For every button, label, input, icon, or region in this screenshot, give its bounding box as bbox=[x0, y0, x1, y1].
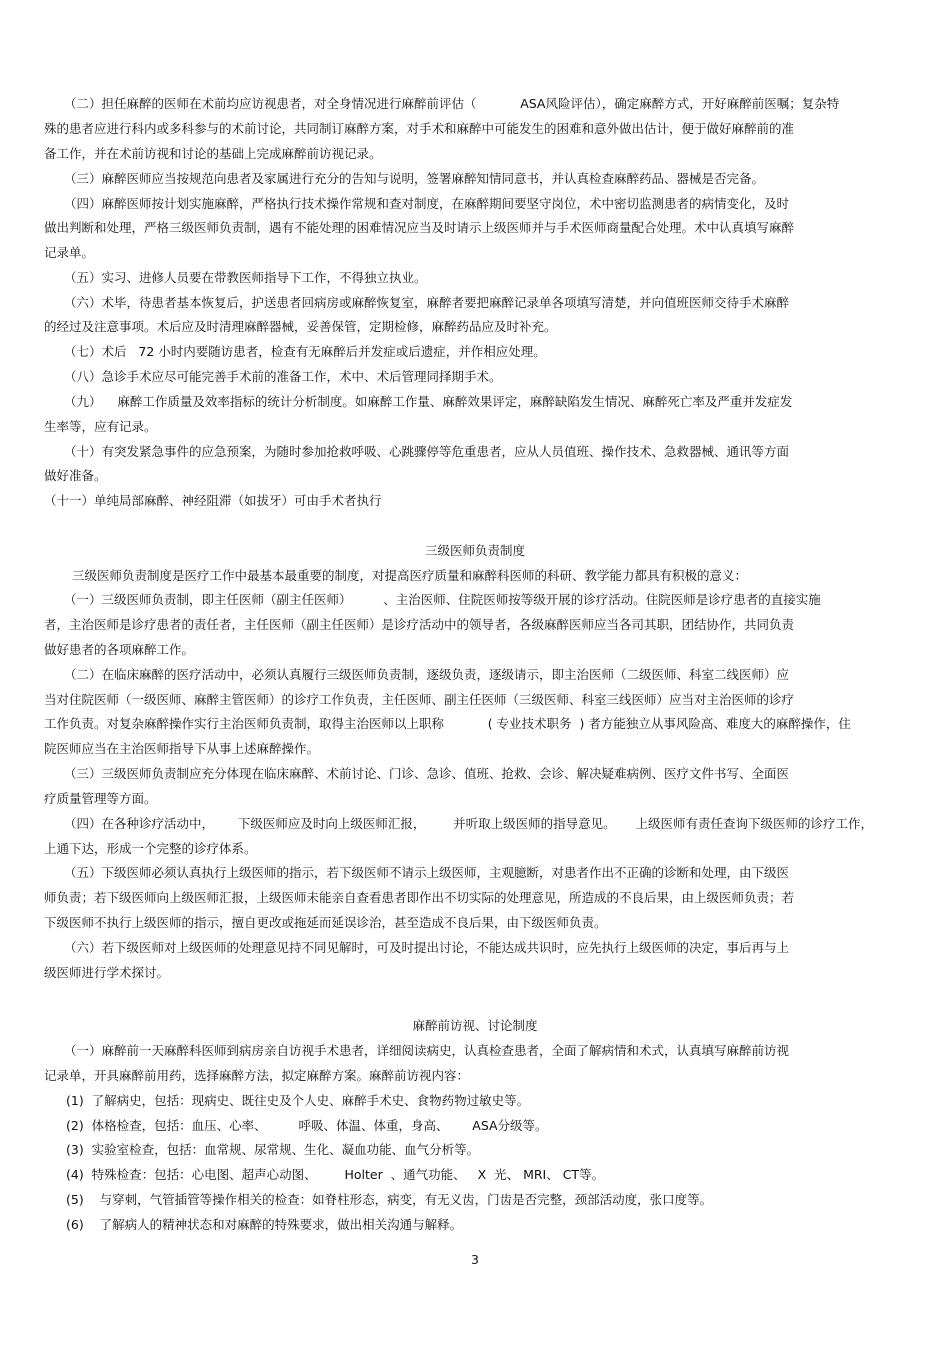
paragraph-line: 备工作，并在术前访视和讨论的基础上完成麻醉前访视记录。 bbox=[44, 146, 382, 161]
paragraph-line: 师负责；若下级医师向上级医师汇报，上级医师未能亲自查看患者即作出不切实际的处理意见，所造成的不良后果，由上级医师负责；若 bbox=[44, 890, 795, 905]
paragraph-line: 者，主治医师是诊疗患者的责任者，主任医师（副主任医师）是诊疗活动中的领导者，各级麻醉医师应当各司其职，团结协作，共同负责 bbox=[44, 617, 795, 632]
paragraph-line: 级医师进行学术探讨。 bbox=[44, 965, 170, 980]
paragraph-line: 的经过及注意事项。术后应及时清理麻醉器械，妥善保管，定期检修，麻醉药品应及时补充。 bbox=[44, 319, 557, 334]
paragraph-line: （八）急诊手术应尽可能完善手术前的准备工作，术中、术后管理同择期手术。 bbox=[64, 369, 502, 384]
paragraph-line: 做好准备。 bbox=[44, 468, 107, 483]
paragraph-line: （三）三级医师负责制应充分体现在临床麻醉、术前讨论、门诊、急诊、值班、抢救、会诊、解决疑难病例、医疗文件书写、全面医 bbox=[64, 766, 790, 781]
list-item: (4) 特殊检查：包括：心电图、超声心动图、 Holter 、通气功能、 X 光、 MRI、 CT等。 bbox=[66, 1167, 605, 1182]
paragraph-line: （六）术毕，待患者基本恢复后，护送患者回病房或麻醉恢复室，麻醉者要把麻醉记录单各项填写清楚，并向值班医师交待手术麻醉 bbox=[64, 295, 790, 310]
paragraph-line: （二）担任麻醉的医师在术前均应访视患者，对全身情况进行麻醉前评估（ ASA风险评估），确定麻醉方式，开好麻醉前医嘱；复杂特 bbox=[64, 96, 840, 111]
list-item: (5) 与穿刺，气管插管等操作相关的检查：如脊柱形态，病变，有无义齿，门齿是否完整，颈部活动度，张口度等。 bbox=[66, 1192, 713, 1207]
paragraph-line: 工作负责。对复杂麻醉操作实行主治医师负责制，取得主治医师以上职称 ( 专业技术职务 ) 者方能独立从事风险高、难度大的麻醉操作，住 bbox=[44, 716, 851, 731]
paragraph-line: 殊的患者应进行科内或多科参与的术前讨论，共同制订麻醉方案，对手术和麻醉中可能发生的困难和意外做出估计，便于做好麻醉前的准 bbox=[44, 121, 795, 136]
paragraph-line: 记录单，开具麻醉前用药，选择麻醉方法，拟定麻醉方案。麻醉前访视内容： bbox=[44, 1068, 470, 1083]
paragraph-line: （六）若下级医师对上级医师的处理意见持不同见解时，可及时提出讨论，不能达成共识时，应先执行上级医师的决定，事后再与上 bbox=[64, 940, 790, 955]
paragraph-line: 记录单。 bbox=[44, 245, 95, 260]
paragraph-line: 做出判断和处理，严格三级医师负责制，遇有不能处理的困难情况应当及时请示上级医师并与手术医师商量配合处理。术中认真填写麻醉 bbox=[44, 220, 795, 235]
paragraph-line: （九） 麻醉工作质量及效率指标的统计分析制度。如麻醉工作量、麻醉效果评定，麻醉缺陷发生情况、麻醉死亡率及严重并发症发 bbox=[64, 394, 793, 409]
list-item: (2) 体格检查，包括：血压、心率、 呼吸、体温、体重，身高、 ASA分级等。 bbox=[66, 1118, 548, 1133]
list-item: (3) 实验室检查，包括：血常规、尿常规、生化、凝血功能、血气分析等。 bbox=[66, 1142, 480, 1157]
list-item: (1) 了解病史，包括：现病史、既往史及个人史、麻醉手术史、食物药物过敏史等。 bbox=[66, 1093, 530, 1108]
paragraph-line: （二）在临床麻醉的医疗活动中，必须认真履行三级医师负责制，逐级负责，逐级请示，即主治医师（二级医师、科室二线医师）应 bbox=[64, 667, 790, 682]
paragraph-line: （十一）单纯局部麻醉、神经阻滞（如拔牙）可由手术者执行 bbox=[44, 493, 382, 508]
page-number: 3 bbox=[471, 1252, 479, 1267]
paragraph-line: 下级医师不执行上级医师的指示，擅自更改或拖延而延误诊治，甚至造成不良后果，由下级医师负责。 bbox=[44, 915, 607, 930]
paragraph-line: （一）三级医师负责制，即主任医师（副主任医师） 、主治医师、住院医师按等级开展的诊疗活动。住院医师是诊疗患者的直接实施 bbox=[64, 592, 821, 607]
paragraph-line: （三）麻醉医师应当按规范向患者及家属进行充分的告知与说明，签署麻醉知情同意书，并认真检查麻醉药品、器械是否完备。 bbox=[64, 171, 765, 186]
paragraph-line: 上通下达，形成一个完整的诊疗体系。 bbox=[44, 841, 257, 856]
section-title: 三级医师负责制度 bbox=[424, 543, 525, 558]
paragraph-line: （五）实习、进修人员要在带教医师指导下工作，不得独立执业。 bbox=[64, 270, 427, 285]
paragraph-line: （一）麻醉前一天麻醉科医师到病房亲自访视手术患者，详细阅读病史，认真检查患者，全面了解病情和术式，认真填写麻醉前访视 bbox=[64, 1043, 790, 1058]
paragraph-line: 生率等，应有记录。 bbox=[44, 419, 157, 434]
paragraph-line: （五）下级医师必须认真执行上级医师的指示，若下级医师不请示上级医师，主观臆断，对患者作出不正确的诊断和处理，由下级医 bbox=[64, 865, 790, 880]
paragraph-line: （七）术后 72 小时内要随访患者，检查有无麻醉后并发症或后遗症，并作相应处理。 bbox=[64, 344, 546, 359]
paragraph-line: 三级医师负责制度是医疗工作中最基本最重要的制度，对提高医疗质量和麻醉科医师的科研、教学能力都具有积极的意义： bbox=[72, 568, 748, 583]
section-title: 麻醉前访视、讨论制度 bbox=[412, 1018, 538, 1033]
paragraph-line: 做好患者的各项麻醉工作。 bbox=[44, 642, 195, 657]
list-item: (6) 了解病人的精神状态和对麻醉的特殊要求，做出相关沟通与解释。 bbox=[66, 1217, 463, 1232]
paragraph-line: （四）在各种诊疗活动中， 下级医师应及时向上级医师汇报， 并听取上级医师的指导意见。 上级医师有责任查询下级医师的诊疗工作， bbox=[64, 816, 874, 831]
paragraph-line: 院医师应当在主治医师指导下从事上述麻醉操作。 bbox=[44, 741, 320, 756]
paragraph-line: 疗质量管理等方面。 bbox=[44, 791, 157, 806]
paragraph-line: （十）有突发紧急事件的应急预案，为随时参加抢救呼吸、心跳骤停等危重患者，应从人员值班、操作技术、急救器械、通讯等方面 bbox=[64, 444, 790, 459]
paragraph-line: （四）麻醉医师按计划实施麻醉，严格执行技术操作常规和查对制度，在麻醉期间要坚守岗位，术中密切监测患者的病情变化，及时 bbox=[64, 196, 790, 211]
paragraph-line: 当对住院医师（一级医师、麻醉主管医师）的诊疗工作负责，主任医师、副主任医师（三级医师、科室三线医师）应当对主治医师的诊疗 bbox=[44, 692, 795, 707]
